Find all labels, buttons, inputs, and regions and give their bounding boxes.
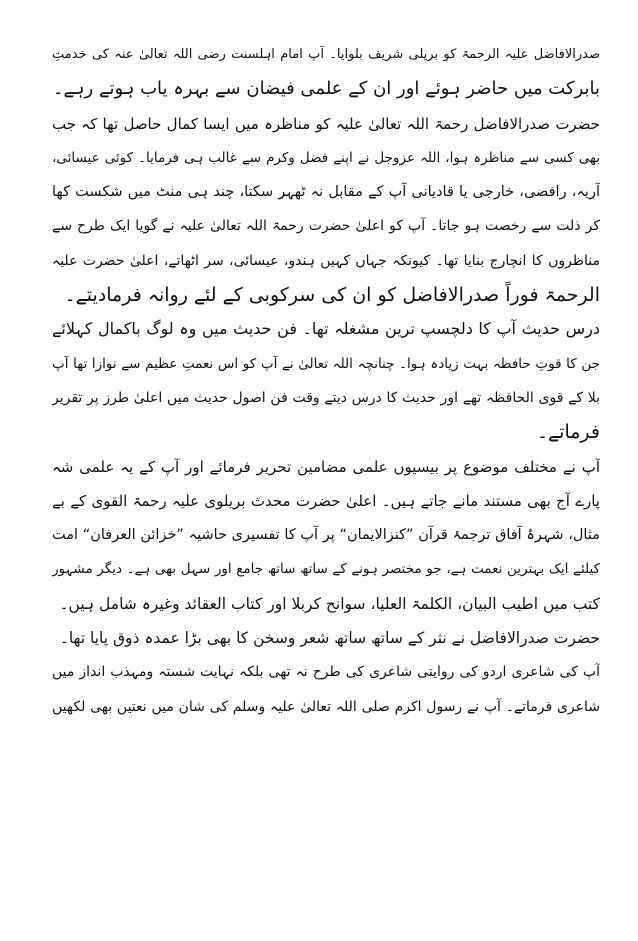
text-line-19: آپ کی شاعری اردو کی روایتی شاعری کی طرح نہ تھی بلکہ نہایت شستہ ومہذب انداز میں — [52, 664, 600, 681]
text-line-20: شاعری فرماتے۔ آپ نے رسول اکرم صلی اللہ تعالیٰ علیہ وسلم کی شان میں نعتیں بھی لکھیں — [52, 698, 600, 715]
text-line-15: مثال، شہرۂ آفاق ترجمۂ قرآن ”کنزالایمان“ پر آپ کا تفسیری حاشیہ ”خزائن العرفان“ امت — [52, 527, 600, 544]
text-line-9: درس حدیث آپ کا دلچسپ ترین مشغلہ تھا۔ فن حدیث میں وہ لوگ باکمال کہلائے — [52, 319, 600, 339]
text-line-1: صدرالافاضل علیہ الرحمۃ کو بریلی شریف بلوایا۔ آپ امام اہلسنت رضی اللہ تعالیٰ عنہ کی خدمتِ — [52, 47, 600, 62]
text-line-3: حضرت صدرالافاضل رحمۃ اللہ تعالیٰ علیہ کو مناظرہ میں ایسا کمال حاصل تھا کہ جب — [52, 114, 600, 133]
text-line-4: بھی کسی سے مناظرہ ہوا، اللہ عزوجل نے اپنے فضل وکرم سے غالب ہی فرمایا۔ کوئی عیسائی، — [52, 149, 600, 166]
text-line-13: آپ نے مختلف موضوع پر بیسیوں علمی مضامین تحریر فرمائے اور آپ کے یہ علمی شہ — [52, 457, 600, 476]
text-line-6: کر ذلت سے رخصت ہو جاتا۔ آپ کو اعلیٰ حضرت رحمۃ اللہ تعالیٰ علیہ نے گویا ایک طرح سے — [52, 218, 600, 235]
text-line-14: پارے آج بھی مستند مانے جاتے ہیں۔ اعلیٰ حضرت محدث بریلوی علیہ رحمۃ القوی کے بے — [52, 491, 600, 510]
text-line-2: بابرکت میں حاضر ہوئے اور ان کے علمی فیضان سے بہرہ یاب ہوتے رہے۔ — [52, 78, 600, 100]
text-line-10: جن کا قوتِ حافظہ بہت زیادہ ہوا۔ چنانچہ اللہ تعالیٰ نے آپ کو اس نعمتِ عظیم سے نوازا تھا آپ — [52, 355, 600, 372]
text-line-5: آریہ، رافضی، خارجی یا قادیانی آپ کے مقابل نہ ٹھہر سکتا، چند ہی منٹ میں شکست کھا — [52, 184, 600, 201]
document-page — [52, 38, 600, 918]
text-line-16: کیلئے ایک بہترین نعمت ہے، جو مختصر ہونے کے ساتھ ساتھ جامع اور سہل بھی ہے۔ دیگر مشہور — [52, 561, 600, 578]
text-line-7: مناظروں کا انچارج بنایا تھا۔ کیونکہ جہاں کہیں ہندو، عیسائی، سر اٹھاتے، اعلیٰ حضرت علیہ — [52, 252, 600, 269]
text-line-11: بلا کے قوی الحافظہ تھے اور حدیث کا درس دیتے وقت فن اصول حدیث میں اعلیٰ طرز پر تقریر — [52, 389, 600, 406]
text-line-8: الرحمۃ فوراً صدرالافاضل کو ان کی سرکوبی کے لئے روانہ فرمادیتے۔ — [64, 284, 600, 307]
text-line-17: کتب میں اطیب البیان، الکلمۃ العلیا، سوانح کربلا اور کتاب العقائد وغیرہ شامل ہیں۔ — [59, 594, 600, 613]
text-line-18: حضرت صدرالافاضل نے نثر کے ساتھ ساتھ شعر وسخن کا بھی بڑا عمدہ ذوق پایا تھا۔ — [59, 629, 600, 648]
text-line-12: فرماتے۔ — [536, 421, 600, 444]
